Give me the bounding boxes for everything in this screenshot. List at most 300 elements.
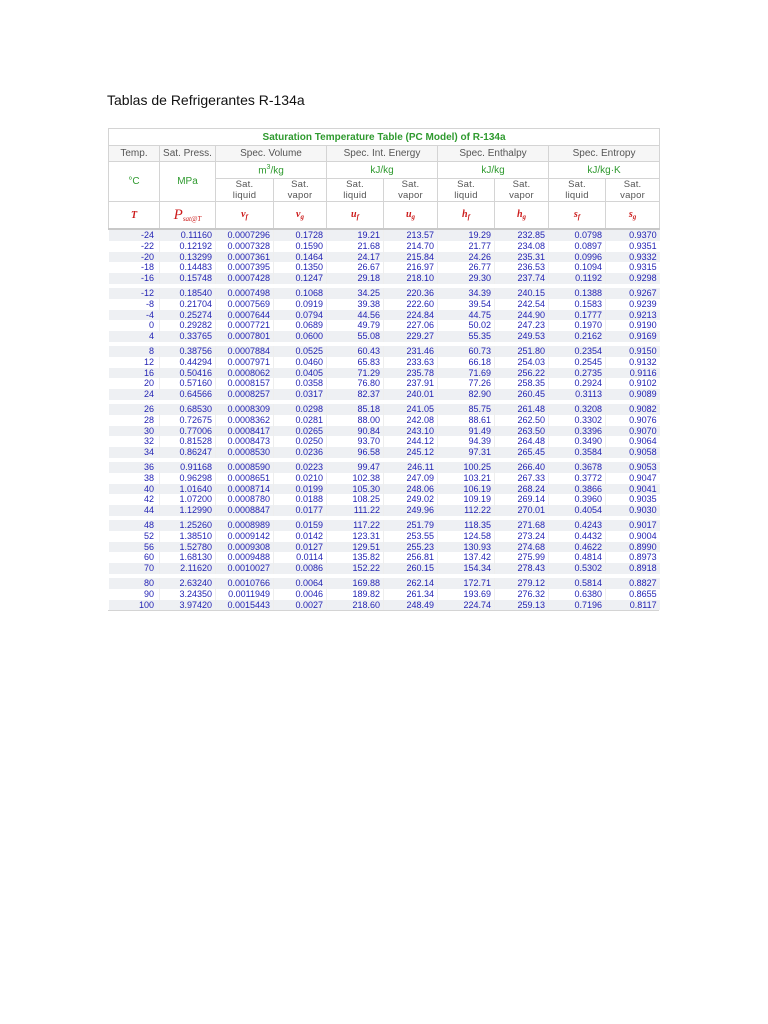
cell-sf: 0.3772 (549, 473, 606, 484)
cell-hf: 82.90 (438, 389, 495, 400)
table-body (109, 229, 660, 610)
subheader-enthalpy-sat-vapor: Sat. vapor (495, 179, 549, 202)
cell-ug: 215.84 (384, 252, 438, 263)
table-row (109, 589, 660, 600)
cell-vf: 0.0009308 (216, 542, 274, 553)
cell-temp: 16 (109, 368, 160, 379)
cell-vg: 0.0317 (274, 389, 327, 400)
cell-ug: 246.11 (384, 462, 438, 473)
cell-temp: 48 (109, 520, 160, 531)
cell-sat-press: 1.68130 (160, 552, 216, 563)
cell-hg: 275.99 (495, 552, 549, 563)
table-bottom-rule (108, 610, 659, 611)
table-row (109, 520, 660, 531)
cell-ug: 235.78 (384, 368, 438, 379)
cell-sat-press: 3.24350 (160, 589, 216, 600)
table-row (109, 600, 660, 611)
cell-temp: 42 (109, 494, 160, 505)
cell-uf: 105.30 (327, 484, 384, 495)
cell-sf: 0.2354 (549, 346, 606, 357)
subheader-volume-sat-liquid: Sat. liquid (216, 179, 274, 202)
table-row (109, 389, 660, 400)
cell-hg: 242.54 (495, 299, 549, 310)
cell-vf: 0.0008651 (216, 473, 274, 484)
table-row (109, 542, 660, 553)
cell-vf: 0.0007296 (216, 229, 274, 241)
cell-ug: 241.05 (384, 404, 438, 415)
cell-sf: 0.5302 (549, 563, 606, 574)
cell-sg: 0.9213 (606, 310, 660, 321)
symbol-vg: $v_g$ (274, 202, 327, 230)
cell-vf: 0.0008780 (216, 494, 274, 505)
cell-hg: 266.40 (495, 462, 549, 473)
cell-vf: 0.0010766 (216, 578, 274, 589)
cell-hf: 44.75 (438, 310, 495, 321)
cell-uf: 189.82 (327, 589, 384, 600)
cell-vf: 0.0007361 (216, 252, 274, 263)
cell-sf: 0.3302 (549, 415, 606, 426)
cell-temp: -18 (109, 262, 160, 273)
cell-sf: 0.0897 (549, 241, 606, 252)
cell-uf: 85.18 (327, 404, 384, 415)
cell-vg: 0.1247 (274, 273, 327, 284)
cell-sf: 0.1970 (549, 320, 606, 331)
cell-hg: 234.08 (495, 241, 549, 252)
cell-hf: 77.26 (438, 378, 495, 389)
cell-temp: 4 (109, 331, 160, 342)
cell-ug: 249.96 (384, 505, 438, 516)
cell-hg: 235.31 (495, 252, 549, 263)
cell-ug: 260.15 (384, 563, 438, 574)
cell-vg: 0.0250 (274, 436, 327, 447)
cell-sf: 0.3866 (549, 484, 606, 495)
cell-sf: 0.1094 (549, 262, 606, 273)
cell-sat-press: 0.96298 (160, 473, 216, 484)
symbol-sf: $s_f$ (549, 202, 606, 230)
cell-ug: 233.63 (384, 357, 438, 368)
cell-temp: 36 (109, 462, 160, 473)
cell-uf: 90.84 (327, 426, 384, 437)
cell-sg: 0.9267 (606, 288, 660, 299)
cell-hg: 279.12 (495, 578, 549, 589)
cell-hf: 34.39 (438, 288, 495, 299)
header-spec-volume: Spec. Volume (216, 146, 327, 162)
cell-ug: 224.84 (384, 310, 438, 321)
table-row (109, 288, 660, 299)
cell-hf: 88.61 (438, 415, 495, 426)
cell-vf: 0.0008473 (216, 436, 274, 447)
cell-ug: 222.60 (384, 299, 438, 310)
cell-uf: 39.38 (327, 299, 384, 310)
unit-press: MPa (160, 162, 216, 202)
cell-sf: 0.3113 (549, 389, 606, 400)
cell-sf: 0.1777 (549, 310, 606, 321)
symbol-uf: $u_f$ (327, 202, 384, 230)
cell-sg: 0.9169 (606, 331, 660, 342)
cell-sf: 0.7196 (549, 600, 606, 611)
cell-sf: 0.4054 (549, 505, 606, 516)
unit-enthalpy: kJ/kg (438, 162, 549, 179)
cell-temp: 44 (109, 505, 160, 516)
symbol-p-sat: $P_{sat@T}$ (160, 202, 216, 230)
cell-vf: 0.0010027 (216, 563, 274, 574)
cell-temp: 30 (109, 426, 160, 437)
cell-temp: -4 (109, 310, 160, 321)
cell-sg: 0.9351 (606, 241, 660, 252)
cell-hf: 193.69 (438, 589, 495, 600)
cell-uf: 65.83 (327, 357, 384, 368)
cell-ug: 256.81 (384, 552, 438, 563)
cell-temp: 60 (109, 552, 160, 563)
cell-ug: 262.14 (384, 578, 438, 589)
table-row (109, 484, 660, 495)
cell-hg: 240.15 (495, 288, 549, 299)
saturation-table (108, 128, 659, 611)
cell-sg: 0.9035 (606, 494, 660, 505)
cell-uf: 102.38 (327, 473, 384, 484)
cell-vf: 0.0008989 (216, 520, 274, 531)
cell-ug: 247.09 (384, 473, 438, 484)
cell-uf: 21.68 (327, 241, 384, 252)
subheader-entropy-sat-vapor: Sat. vapor (606, 179, 660, 202)
cell-ug: 237.91 (384, 378, 438, 389)
cell-sg: 0.9058 (606, 447, 660, 458)
cell-temp: 32 (109, 436, 160, 447)
cell-temp: -22 (109, 241, 160, 252)
cell-sat-press: 0.72675 (160, 415, 216, 426)
symbol-sg: $s_g$ (606, 202, 660, 230)
cell-hg: 265.45 (495, 447, 549, 458)
cell-sf: 0.5814 (549, 578, 606, 589)
cell-ug: 216.97 (384, 262, 438, 273)
cell-uf: 60.43 (327, 346, 384, 357)
cell-vf: 0.0007721 (216, 320, 274, 331)
table-row (109, 299, 660, 310)
cell-vg: 0.0919 (274, 299, 327, 310)
cell-hf: 29.30 (438, 273, 495, 284)
unit-volume: $m^3/kg$ (216, 162, 327, 179)
cell-vg: 0.0127 (274, 542, 327, 553)
cell-temp: -16 (109, 273, 160, 284)
cell-ug: 248.49 (384, 600, 438, 611)
cell-vf: 0.0007569 (216, 299, 274, 310)
cell-hf: 60.73 (438, 346, 495, 357)
cell-sat-press: 0.18540 (160, 288, 216, 299)
cell-ug: 220.36 (384, 288, 438, 299)
cell-vg: 0.0794 (274, 310, 327, 321)
cell-uf: 19.21 (327, 229, 384, 241)
cell-uf: 55.08 (327, 331, 384, 342)
cell-uf: 88.00 (327, 415, 384, 426)
cell-vg: 0.0689 (274, 320, 327, 331)
cell-hf: 124.58 (438, 531, 495, 542)
cell-sat-press: 1.38510 (160, 531, 216, 542)
cell-vf: 0.0015443 (216, 600, 274, 611)
cell-sat-press: 1.25260 (160, 520, 216, 531)
table-row (109, 531, 660, 542)
unit-entropy: kJ/kg·K (549, 162, 660, 179)
cell-temp: 56 (109, 542, 160, 553)
cell-ug: 261.34 (384, 589, 438, 600)
cell-sg: 0.9004 (606, 531, 660, 542)
cell-hg: 269.14 (495, 494, 549, 505)
cell-hf: 91.49 (438, 426, 495, 437)
cell-sf: 0.0996 (549, 252, 606, 263)
cell-temp: 8 (109, 346, 160, 357)
cell-vf: 0.0007498 (216, 288, 274, 299)
cell-vf: 0.0007971 (216, 357, 274, 368)
table-row (109, 436, 660, 447)
table-row (109, 310, 660, 321)
cell-sat-press: 0.21704 (160, 299, 216, 310)
cell-vg: 0.0236 (274, 447, 327, 458)
cell-uf: 29.18 (327, 273, 384, 284)
cell-vg: 0.0600 (274, 331, 327, 342)
cell-vf: 0.0009488 (216, 552, 274, 563)
cell-temp: 70 (109, 563, 160, 574)
cell-hg: 256.22 (495, 368, 549, 379)
cell-ug: 249.02 (384, 494, 438, 505)
table-row (109, 404, 660, 415)
cell-vg: 0.1728 (274, 229, 327, 241)
header-sat-press: Sat. Press. (160, 146, 216, 162)
cell-sg: 0.9190 (606, 320, 660, 331)
cell-sat-press: 0.33765 (160, 331, 216, 342)
cell-hg: 268.24 (495, 484, 549, 495)
cell-hg: 236.53 (495, 262, 549, 273)
cell-temp: 80 (109, 578, 160, 589)
cell-sf: 0.3490 (549, 436, 606, 447)
cell-sf: 0.3678 (549, 462, 606, 473)
subheader-entropy-sat-liquid: Sat. liquid (549, 179, 606, 202)
cell-hg: 259.13 (495, 600, 549, 611)
table-row (109, 494, 660, 505)
cell-ug: 251.79 (384, 520, 438, 531)
cell-vg: 0.0142 (274, 531, 327, 542)
cell-hf: 224.74 (438, 600, 495, 611)
table-row (109, 462, 660, 473)
cell-temp: -20 (109, 252, 160, 263)
cell-temp: 0 (109, 320, 160, 331)
symbol-hg: $h_g$ (495, 202, 549, 230)
cell-sat-press: 0.68530 (160, 404, 216, 415)
cell-sg: 0.9150 (606, 346, 660, 357)
cell-vg: 0.0298 (274, 404, 327, 415)
cell-hf: 39.54 (438, 299, 495, 310)
cell-temp: 26 (109, 404, 160, 415)
cell-vg: 0.0265 (274, 426, 327, 437)
cell-hg: 270.01 (495, 505, 549, 516)
table-row (109, 426, 660, 437)
cell-uf: 108.25 (327, 494, 384, 505)
cell-sg: 0.9102 (606, 378, 660, 389)
cell-vf: 0.0007801 (216, 331, 274, 342)
cell-sat-press: 0.14483 (160, 262, 216, 273)
cell-sat-press: 1.52780 (160, 542, 216, 553)
cell-uf: 34.25 (327, 288, 384, 299)
cell-sg: 0.9332 (606, 252, 660, 263)
cell-temp: -8 (109, 299, 160, 310)
cell-vg: 0.0159 (274, 520, 327, 531)
cell-hf: 100.25 (438, 462, 495, 473)
cell-sf: 0.2162 (549, 331, 606, 342)
cell-uf: 129.51 (327, 542, 384, 553)
cell-hf: 137.42 (438, 552, 495, 563)
cell-sat-press: 1.12990 (160, 505, 216, 516)
cell-sat-press: 3.97420 (160, 600, 216, 611)
cell-sf: 0.1388 (549, 288, 606, 299)
cell-sf: 0.3396 (549, 426, 606, 437)
cell-hg: 261.48 (495, 404, 549, 415)
cell-vg: 0.1464 (274, 252, 327, 263)
cell-temp: 34 (109, 447, 160, 458)
cell-uf: 111.22 (327, 505, 384, 516)
table-row (109, 331, 660, 342)
cell-sat-press: 0.86247 (160, 447, 216, 458)
cell-sf: 0.2924 (549, 378, 606, 389)
cell-ug: 231.46 (384, 346, 438, 357)
cell-hf: 66.18 (438, 357, 495, 368)
cell-sf: 0.4622 (549, 542, 606, 553)
cell-ug: 218.10 (384, 273, 438, 284)
cell-hf: 112.22 (438, 505, 495, 516)
cell-hg: 244.90 (495, 310, 549, 321)
cell-hf: 106.19 (438, 484, 495, 495)
cell-vg: 0.0177 (274, 505, 327, 516)
cell-sat-press: 1.01640 (160, 484, 216, 495)
cell-sf: 0.1192 (549, 273, 606, 284)
table-row (109, 378, 660, 389)
cell-temp: 12 (109, 357, 160, 368)
cell-uf: 123.31 (327, 531, 384, 542)
cell-sg: 0.9132 (606, 357, 660, 368)
cell-vf: 0.0011949 (216, 589, 274, 600)
cell-sg: 0.8918 (606, 563, 660, 574)
cell-vg: 0.0046 (274, 589, 327, 600)
cell-sf: 0.4432 (549, 531, 606, 542)
table-row (109, 415, 660, 426)
cell-sg: 0.9298 (606, 273, 660, 284)
cell-hg: 254.03 (495, 357, 549, 368)
cell-sat-press: 0.29282 (160, 320, 216, 331)
cell-sat-press: 0.11160 (160, 229, 216, 241)
cell-ug: 248.06 (384, 484, 438, 495)
cell-vf: 0.0008157 (216, 378, 274, 389)
cell-hf: 109.19 (438, 494, 495, 505)
cell-ug: 229.27 (384, 331, 438, 342)
cell-sat-press: 0.13299 (160, 252, 216, 263)
cell-vg: 0.0223 (274, 462, 327, 473)
symbol-vf: $v_f$ (216, 202, 274, 230)
table-row (109, 563, 660, 574)
cell-hf: 85.75 (438, 404, 495, 415)
cell-hf: 50.02 (438, 320, 495, 331)
cell-vg: 0.0027 (274, 600, 327, 611)
cell-sf: 0.3960 (549, 494, 606, 505)
document-title: Tablas de Refrigerantes R-134a (107, 92, 305, 108)
cell-sg: 0.9070 (606, 426, 660, 437)
cell-hg: 232.85 (495, 229, 549, 241)
table-row (109, 447, 660, 458)
cell-ug: 244.12 (384, 436, 438, 447)
cell-hf: 172.71 (438, 578, 495, 589)
cell-uf: 24.17 (327, 252, 384, 263)
cell-vg: 0.0188 (274, 494, 327, 505)
cell-hg: 267.33 (495, 473, 549, 484)
cell-sf: 0.4243 (549, 520, 606, 531)
cell-hg: 271.68 (495, 520, 549, 531)
cell-vf: 0.0008847 (216, 505, 274, 516)
cell-temp: 40 (109, 484, 160, 495)
cell-hf: 24.26 (438, 252, 495, 263)
cell-vf: 0.0007428 (216, 273, 274, 284)
cell-sg: 0.9076 (606, 415, 660, 426)
cell-uf: 117.22 (327, 520, 384, 531)
cell-sf: 0.0798 (549, 229, 606, 241)
cell-vf: 0.0007328 (216, 241, 274, 252)
table-row (109, 505, 660, 516)
cell-ug: 214.70 (384, 241, 438, 252)
table-row (109, 346, 660, 357)
header-spec-enthalpy: Spec. Enthalpy (438, 146, 549, 162)
cell-hf: 26.77 (438, 262, 495, 273)
cell-vg: 0.0281 (274, 415, 327, 426)
cell-sf: 0.1583 (549, 299, 606, 310)
cell-temp: 24 (109, 389, 160, 400)
cell-sf: 0.3584 (549, 447, 606, 458)
cell-uf: 135.82 (327, 552, 384, 563)
cell-hf: 55.35 (438, 331, 495, 342)
cell-uf: 96.58 (327, 447, 384, 458)
cell-vg: 0.0199 (274, 484, 327, 495)
cell-uf: 99.47 (327, 462, 384, 473)
cell-sg: 0.8990 (606, 542, 660, 553)
cell-uf: 152.22 (327, 563, 384, 574)
table-row (109, 368, 660, 379)
cell-uf: 169.88 (327, 578, 384, 589)
cell-vf: 0.0008714 (216, 484, 274, 495)
cell-hf: 130.93 (438, 542, 495, 553)
cell-hg: 273.24 (495, 531, 549, 542)
cell-uf: 82.37 (327, 389, 384, 400)
cell-ug: 253.55 (384, 531, 438, 542)
subheader-enthalpy-sat-liquid: Sat. liquid (438, 179, 495, 202)
cell-hf: 71.69 (438, 368, 495, 379)
cell-hg: 274.68 (495, 542, 549, 553)
cell-vf: 0.0008062 (216, 368, 274, 379)
cell-sg: 0.9239 (606, 299, 660, 310)
table-row (109, 241, 660, 252)
cell-hf: 118.35 (438, 520, 495, 531)
cell-hg: 263.50 (495, 426, 549, 437)
symbol-ug: $u_g$ (384, 202, 438, 230)
table-row (109, 578, 660, 589)
cell-hf: 94.39 (438, 436, 495, 447)
cell-hf: 103.21 (438, 473, 495, 484)
table-row (109, 357, 660, 368)
cell-temp: -24 (109, 229, 160, 241)
cell-vg: 0.0210 (274, 473, 327, 484)
cell-sf: 0.6380 (549, 589, 606, 600)
cell-ug: 243.10 (384, 426, 438, 437)
cell-sf: 0.3208 (549, 404, 606, 415)
cell-sf: 0.2735 (549, 368, 606, 379)
cell-sg: 0.9089 (606, 389, 660, 400)
cell-temp: 52 (109, 531, 160, 542)
cell-sat-press: 1.07200 (160, 494, 216, 505)
cell-hf: 97.31 (438, 447, 495, 458)
cell-sat-press: 0.15748 (160, 273, 216, 284)
